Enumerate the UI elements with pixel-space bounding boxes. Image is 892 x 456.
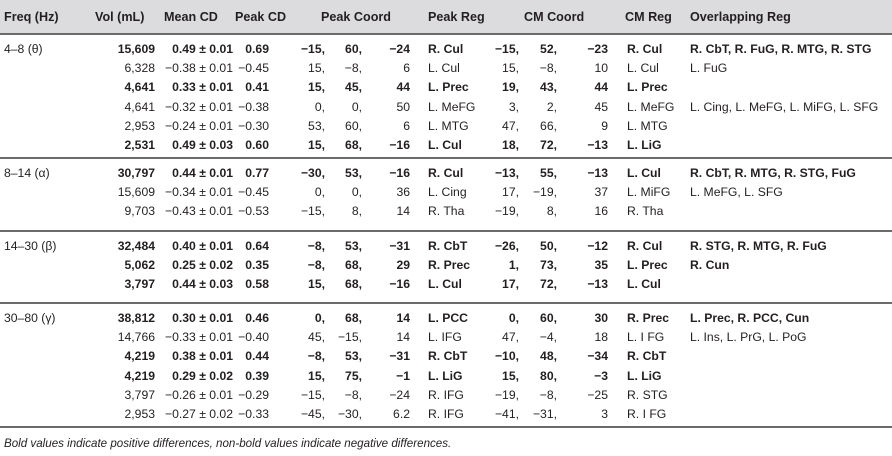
- peak-coord-x-cell: −8,: [307, 258, 325, 273]
- mean-cd-cell: −0.38 ± 0.01: [164, 61, 233, 76]
- peak-coord-y-cell: 0,: [351, 185, 362, 200]
- peak-coord-x-cell: −15,: [300, 204, 325, 219]
- peak-coord-y-cell: 68,: [345, 258, 362, 273]
- cm-coord-y-cell: 66,: [540, 118, 557, 133]
- vol-cell: 6,328: [124, 61, 155, 76]
- peak-cd-cell: −0.30: [238, 118, 269, 133]
- vol-cell: 3,797: [124, 277, 155, 292]
- cm-reg-cell: R. Cul: [627, 239, 663, 253]
- cm-coord-y-cell: −8,: [539, 387, 557, 402]
- cm-coord-y-cell: −8,: [539, 61, 557, 76]
- peak-coord-y-cell: 68,: [345, 277, 362, 292]
- mean-cd-cell: 0.49 ± 0.03: [172, 138, 233, 152]
- peak-coord-y-cell: −30,: [337, 407, 362, 421]
- mean-cd-cell: −0.33 ± 0.01: [164, 330, 233, 345]
- cm-coord-z-cell: −12: [587, 239, 608, 253]
- peak-coord-y-cell: −8,: [344, 61, 362, 76]
- peak-cd-cell: 0.58: [245, 277, 269, 292]
- cm-coord-y-cell: 48,: [540, 349, 557, 364]
- peak-coord-z-cell: 14: [396, 204, 410, 219]
- peak-coord-y-cell: 8,: [351, 204, 362, 219]
- peak-cd-cell: −0.29: [238, 387, 269, 402]
- cm-coord-x-cell: 17,: [502, 185, 519, 200]
- peak-reg-cell: L. MTG: [428, 118, 469, 133]
- cm-coord-y-cell: 2,: [546, 99, 557, 114]
- vol-cell: 4,219: [124, 349, 155, 364]
- peak-coord-x-cell: −15,: [300, 387, 325, 402]
- cm-coord-x-cell: 3,: [508, 99, 519, 114]
- peak-cd-cell: −0.45: [238, 185, 269, 200]
- cm-coord-z-cell: −34: [587, 349, 608, 364]
- header-rule: [0, 33, 892, 35]
- peak-coord-z-cell: 6.2: [393, 407, 410, 421]
- overlapping-reg-cell: R. STG, R. MTG, R. FuG: [690, 239, 827, 253]
- peak-reg-cell: R. Cul: [428, 166, 464, 180]
- peak-coord-x-cell: 15,: [308, 80, 325, 95]
- peak-coord-y-cell: 68,: [345, 311, 362, 325]
- peak-coord-z-cell: 50: [396, 99, 410, 114]
- mean-cd-cell: 0.29 ± 0.02: [172, 368, 233, 383]
- peak-coord-x-cell: 0,: [314, 99, 325, 114]
- peak-coord-y-cell: 0,: [351, 99, 362, 114]
- cm-coord-z-cell: 30: [594, 311, 608, 325]
- peak-coord-z-cell: −24: [389, 42, 410, 56]
- cm-coord-z-cell: −3: [594, 368, 608, 383]
- freq-band-label: 14–30 (β): [4, 239, 57, 253]
- cm-coord-y-cell: 80,: [540, 368, 557, 383]
- peak-coord-z-cell: −16: [389, 166, 410, 180]
- cm-coord-z-cell: −23: [587, 42, 608, 56]
- peak-coord-y-cell: 53,: [345, 239, 362, 253]
- peak-reg-cell: R. CbT: [428, 349, 468, 364]
- peak-reg-cell: R. Tha: [428, 204, 465, 219]
- peak-coord-y-cell: 60,: [345, 118, 362, 133]
- group-divider: [0, 157, 892, 159]
- peak-coord-z-cell: 6: [403, 61, 410, 76]
- peak-reg-cell: L. LiG: [428, 368, 463, 383]
- cm-coord-y-cell: 52,: [540, 42, 557, 56]
- peak-coord-x-cell: 15,: [308, 138, 325, 152]
- cm-reg-cell: R. STG: [627, 387, 668, 402]
- peak-coord-y-cell: 53,: [345, 166, 362, 180]
- mean-cd-cell: 0.38 ± 0.01: [172, 349, 233, 364]
- overlapping-reg-cell: L. MeFG, L. SFG: [690, 185, 783, 200]
- cm-coord-z-cell: 37: [594, 185, 608, 200]
- cm-reg-cell: R. CbT: [627, 349, 667, 364]
- peak-coord-x-cell: −8,: [307, 239, 325, 253]
- peak-coord-y-cell: 68,: [345, 138, 362, 152]
- peak-reg-cell: R. Cul: [428, 42, 464, 56]
- cm-coord-x-cell: 0,: [508, 311, 519, 325]
- peak-cd-cell: −0.38: [238, 99, 269, 114]
- peak-coord-z-cell: −16: [389, 277, 410, 292]
- cm-coord-x-cell: −41,: [494, 407, 519, 421]
- peak-cd-cell: 0.39: [245, 368, 269, 383]
- peak-coord-x-cell: −8,: [307, 349, 325, 364]
- cm-coord-x-cell: 18,: [502, 138, 519, 152]
- vol-cell: 2,953: [124, 407, 155, 421]
- cm-reg-cell: R. I FG: [627, 407, 667, 421]
- mean-cd-cell: 0.49 ± 0.01: [172, 42, 233, 56]
- mean-cd-cell: −0.43 ± 0.01: [164, 204, 233, 219]
- header-freq: Freq (Hz): [4, 10, 59, 24]
- cm-coord-z-cell: 35: [594, 258, 608, 273]
- vol-cell: 30,797: [117, 166, 155, 180]
- overlapping-reg-cell: L. FuG: [690, 61, 728, 76]
- mean-cd-cell: 0.25 ± 0.02: [172, 258, 233, 273]
- peak-coord-z-cell: 44: [396, 80, 410, 95]
- cm-coord-z-cell: 44: [594, 80, 608, 95]
- cm-reg-cell: R. Prec: [627, 311, 670, 325]
- vol-cell: 3,797: [124, 387, 155, 402]
- peak-coord-y-cell: −15,: [337, 330, 362, 345]
- mean-cd-cell: −0.24 ± 0.01: [164, 118, 233, 133]
- peak-coord-y-cell: 75,: [345, 368, 362, 383]
- vol-cell: 15,609: [117, 42, 155, 56]
- cm-reg-cell: L. MiFG: [627, 185, 671, 200]
- cm-coord-z-cell: 3: [601, 407, 608, 421]
- cm-coord-z-cell: −13: [587, 166, 608, 180]
- overlapping-reg-cell: L. Ins, L. PrG, L. PoG: [690, 330, 807, 345]
- peak-reg-cell: R. CbT: [428, 239, 468, 253]
- cm-reg-cell: R. Tha: [627, 204, 664, 219]
- vol-cell: 2,531: [124, 138, 155, 152]
- peak-reg-cell: L. Cing: [428, 185, 467, 200]
- header-vol: Vol (mL): [95, 10, 145, 24]
- vol-cell: 5,062: [124, 258, 155, 273]
- peak-cd-cell: −0.40: [238, 330, 269, 345]
- cm-reg-cell: L. Cul: [627, 166, 661, 180]
- mean-cd-cell: 0.33 ± 0.01: [172, 80, 233, 95]
- peak-coord-z-cell: −1: [396, 368, 410, 383]
- peak-coord-x-cell: 15,: [308, 61, 325, 76]
- cm-coord-z-cell: 9: [601, 118, 608, 133]
- peak-cd-cell: −0.33: [238, 407, 269, 421]
- mean-cd-cell: −0.26 ± 0.01: [164, 387, 233, 402]
- cm-coord-y-cell: 73,: [540, 258, 557, 273]
- cm-coord-x-cell: −19,: [494, 204, 519, 219]
- peak-coord-y-cell: 53,: [345, 349, 362, 364]
- cm-coord-y-cell: 50,: [540, 239, 557, 253]
- peak-cd-cell: 0.44: [245, 349, 269, 364]
- overlapping-reg-cell: R. CbT, R. MTG, R. STG, FuG: [690, 166, 856, 180]
- header-mean-cd: Mean CD: [164, 10, 218, 24]
- peak-coord-z-cell: 6: [403, 118, 410, 133]
- peak-coord-y-cell: −8,: [344, 387, 362, 402]
- cm-coord-x-cell: 47,: [502, 330, 519, 345]
- peak-coord-z-cell: −31: [389, 239, 410, 253]
- peak-coord-x-cell: 15,: [308, 277, 325, 292]
- cm-coord-y-cell: −19,: [532, 185, 557, 200]
- cm-coord-y-cell: −31,: [532, 407, 557, 421]
- peak-reg-cell: L. Prec: [428, 80, 469, 95]
- cm-reg-cell: L. Cul: [627, 277, 661, 292]
- peak-coord-x-cell: −45,: [300, 407, 325, 421]
- peak-coord-z-cell: −24: [389, 387, 410, 402]
- group-divider: [0, 302, 892, 304]
- mean-cd-cell: −0.32 ± 0.01: [164, 99, 233, 114]
- mean-cd-cell: 0.44 ± 0.01: [172, 166, 233, 180]
- cm-reg-cell: L. MTG: [627, 118, 668, 133]
- header-peak-reg: Peak Reg: [428, 10, 485, 24]
- peak-reg-cell: R. Prec: [428, 258, 471, 273]
- cm-reg-cell: L. I FG: [627, 330, 665, 345]
- cm-coord-x-cell: 15,: [502, 368, 519, 383]
- peak-cd-cell: −0.53: [238, 204, 269, 219]
- peak-coord-z-cell: 36: [396, 185, 410, 200]
- peak-coord-y-cell: 45,: [345, 80, 362, 95]
- mean-cd-cell: 0.44 ± 0.03: [172, 277, 233, 292]
- header-overlapping-reg: Overlapping Reg: [690, 10, 791, 24]
- cm-coord-x-cell: 17,: [502, 277, 519, 292]
- vol-cell: 14,766: [117, 330, 155, 345]
- cm-reg-cell: L. Prec: [627, 80, 668, 95]
- vol-cell: 9,703: [124, 204, 155, 219]
- peak-reg-cell: L. MeFG: [428, 99, 476, 114]
- peak-coord-x-cell: 53,: [308, 118, 325, 133]
- peak-reg-cell: L. Cul: [428, 61, 460, 76]
- cm-coord-x-cell: −10,: [494, 349, 519, 364]
- peak-coord-z-cell: −16: [389, 138, 410, 152]
- vol-cell: 38,812: [117, 311, 155, 325]
- overlapping-reg-cell: L. Prec, R. PCC, Cun: [690, 311, 810, 325]
- overlapping-reg-cell: R. CbT, R. FuG, R. MTG, R. STG: [690, 42, 872, 56]
- cm-coord-z-cell: 18: [594, 330, 608, 345]
- mean-cd-cell: 0.30 ± 0.01: [172, 311, 233, 325]
- mean-cd-cell: −0.34 ± 0.01: [164, 185, 233, 200]
- cm-coord-z-cell: 10: [594, 61, 608, 76]
- cm-coord-x-cell: 47,: [502, 118, 519, 133]
- cm-reg-cell: L. MeFG: [627, 99, 675, 114]
- cm-reg-cell: R. Cul: [627, 42, 663, 56]
- cm-coord-x-cell: 19,: [502, 80, 519, 95]
- peak-cd-cell: 0.69: [245, 42, 269, 56]
- peak-coord-x-cell: 0,: [314, 185, 325, 200]
- cm-coord-y-cell: 8,: [546, 204, 557, 219]
- cm-coord-z-cell: 45: [594, 99, 608, 114]
- freq-band-label: 30–80 (γ): [4, 311, 56, 325]
- peak-coord-z-cell: 14: [396, 311, 410, 325]
- peak-cd-cell: 0.41: [245, 80, 269, 95]
- peak-cd-cell: 0.64: [245, 239, 269, 253]
- cm-coord-y-cell: −4,: [539, 330, 557, 345]
- vol-cell: 2,953: [124, 118, 155, 133]
- cm-coord-x-cell: −26,: [494, 239, 519, 253]
- peak-coord-z-cell: 29: [396, 258, 410, 273]
- vol-cell: 15,609: [117, 185, 155, 200]
- peak-coord-x-cell: −15,: [300, 42, 325, 56]
- vol-cell: 4,641: [124, 99, 155, 114]
- table-bottom-rule: [0, 426, 892, 428]
- cm-coord-y-cell: 43,: [540, 80, 557, 95]
- overlapping-reg-cell: L. Cing, L. MeFG, L. MiFG, L. SFG: [690, 99, 879, 114]
- mean-cd-cell: −0.27 ± 0.02: [164, 407, 233, 421]
- peak-coord-x-cell: 0,: [314, 311, 325, 325]
- peak-cd-cell: 0.46: [245, 311, 269, 325]
- cm-coord-z-cell: −13: [587, 277, 608, 292]
- cm-coord-y-cell: 72,: [540, 138, 557, 152]
- cm-coord-x-cell: −19,: [494, 387, 519, 402]
- freq-band-label: 4–8 (θ): [4, 42, 43, 56]
- peak-reg-cell: L. Cul: [428, 138, 462, 152]
- cm-reg-cell: L. Prec: [627, 258, 668, 273]
- peak-coord-z-cell: 14: [396, 330, 410, 345]
- peak-coord-x-cell: 45,: [308, 330, 325, 345]
- peak-reg-cell: L. IFG: [428, 330, 462, 345]
- header-peak-cd: Peak CD: [235, 10, 287, 24]
- peak-coord-x-cell: 15,: [308, 368, 325, 383]
- header-peak-coord: Peak Coord: [321, 10, 391, 24]
- cm-coord-z-cell: 16: [594, 204, 608, 219]
- peak-coord-y-cell: 60,: [345, 42, 362, 56]
- peak-coord-z-cell: −31: [389, 349, 410, 364]
- cm-coord-x-cell: 1,: [508, 258, 519, 273]
- peak-reg-cell: R. IFG: [428, 407, 464, 421]
- group-divider: [0, 230, 892, 232]
- peak-reg-cell: L. Cul: [428, 277, 462, 292]
- mean-cd-cell: 0.40 ± 0.01: [172, 239, 233, 253]
- header-cm-reg: CM Reg: [625, 10, 672, 24]
- peak-cd-cell: 0.35: [245, 258, 269, 273]
- peak-cd-cell: 0.60: [245, 138, 269, 152]
- freq-band-label: 8–14 (α): [4, 166, 50, 180]
- cm-coord-x-cell: −13,: [494, 166, 519, 180]
- peak-cd-cell: 0.77: [245, 166, 269, 180]
- vol-cell: 4,641: [124, 80, 155, 95]
- cm-reg-cell: L. LiG: [627, 368, 662, 383]
- cm-reg-cell: L. LiG: [627, 138, 662, 152]
- cm-coord-y-cell: 60,: [540, 311, 557, 325]
- peak-coord-x-cell: −30,: [300, 166, 325, 180]
- header-cm-coord: CM Coord: [524, 10, 585, 24]
- peak-cd-cell: −0.45: [238, 61, 269, 76]
- cm-coord-y-cell: 55,: [540, 166, 557, 180]
- cm-coord-y-cell: 72,: [540, 277, 557, 292]
- peak-reg-cell: R. IFG: [428, 387, 464, 402]
- vol-cell: 4,219: [124, 368, 155, 383]
- overlapping-reg-cell: R. Cun: [690, 258, 730, 273]
- cm-coord-z-cell: −13: [587, 138, 608, 152]
- cm-coord-x-cell: 15,: [502, 61, 519, 76]
- table-footnote: Bold values indicate positive differences, non-bold values indicate negative differences.: [4, 437, 452, 450]
- cm-coord-x-cell: −15,: [494, 42, 519, 56]
- peak-reg-cell: L. PCC: [428, 311, 468, 325]
- vol-cell: 32,484: [117, 239, 155, 253]
- cm-reg-cell: L. Cul: [627, 61, 659, 76]
- cm-coord-z-cell: −25: [587, 387, 608, 402]
